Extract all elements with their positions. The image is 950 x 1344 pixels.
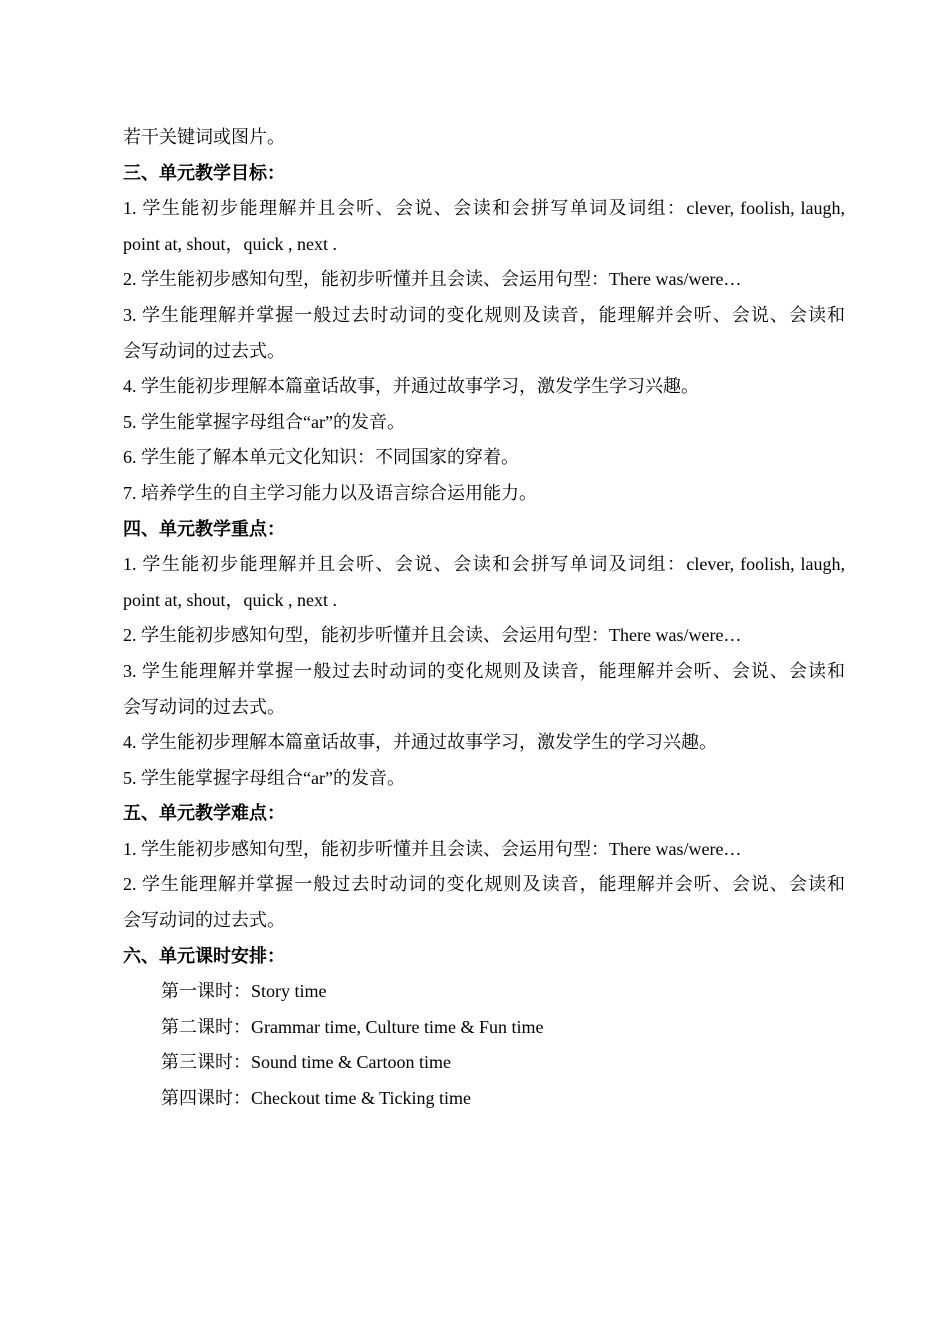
goal-item-1-cont: point at, shout，quick , next . [123, 233, 337, 254]
key-point-item-3: 3. 学生能理解并掌握一般过去时动词的变化规则及读音，能理解并会听、会说、会读和 [123, 660, 845, 681]
intro-tail-text: 若干关键词或图片。 [123, 127, 285, 147]
goal-item-4: 4. 学生能初步理解本篇童话故事，并通过故事学习，激发学生学习兴趣。 [123, 376, 699, 397]
difficulty-item-1: 1. 学生能初步感知句型，能初步听懂并且会读、会运用句型：There was/were… [123, 838, 742, 859]
goal-item-3: 3. 学生能理解并掌握一般过去时动词的变化规则及读音，能理解并会听、会说、会读和 [123, 304, 845, 325]
lesson-item-1: 第一课时：Story time [161, 981, 327, 1002]
difficulty-item-2-cont: 会写动词的过去式。 [123, 910, 285, 931]
goal-item-3-cont: 会写动词的过去式。 [123, 340, 285, 361]
lesson-item-3: 第三课时：Sound time & Cartoon time [161, 1052, 451, 1073]
key-point-item-2: 2. 学生能初步感知句型，能初步听懂并且会读、会运用句型：There was/were… [123, 625, 742, 646]
section-heading-key-points: 四、单元教学重点： [123, 518, 285, 539]
goal-item-5: 5. 学生能掌握字母组合“ar”的发音。 [123, 411, 405, 432]
document-page [123, 120, 845, 1117]
key-point-item-4: 4. 学生能初步理解本篇童话故事，并通过故事学习，激发学生的学习兴趣。 [123, 732, 717, 753]
difficulty-item-2: 2. 学生能理解并掌握一般过去时动词的变化规则及读音，能理解并会听、会说、会读和 [123, 874, 845, 895]
section-heading-difficulties: 五、单元教学难点： [123, 803, 285, 824]
section-heading-schedule: 六、单元课时安排： [123, 945, 285, 966]
section-heading-goals: 三、单元教学目标： [123, 162, 285, 183]
goal-item-2: 2. 学生能初步感知句型，能初步听懂并且会读、会运用句型：There was/were… [123, 269, 742, 290]
key-point-item-3-cont: 会写动词的过去式。 [123, 696, 285, 717]
key-point-item-1: 1. 学生能初步能理解并且会听、会说、会读和会拼写单词及词组：clever, foolish, laugh, [123, 554, 845, 575]
goal-item-1: 1. 学生能初步能理解并且会听、会说、会读和会拼写单词及词组：clever, foolish, laugh, [123, 198, 845, 219]
goal-item-7: 7. 培养学生的自主学习能力以及语言综合运用能力。 [123, 482, 537, 503]
goal-item-6: 6. 学生能了解本单元文化知识：不同国家的穿着。 [123, 447, 519, 468]
lesson-item-4: 第四课时：Checkout time & Ticking time [161, 1088, 471, 1109]
key-point-item-5: 5. 学生能掌握字母组合“ar”的发音。 [123, 767, 405, 788]
lesson-item-2: 第二课时：Grammar time, Culture time & Fun time [161, 1016, 544, 1037]
key-point-item-1-cont: point at, shout，quick , next . [123, 589, 337, 610]
